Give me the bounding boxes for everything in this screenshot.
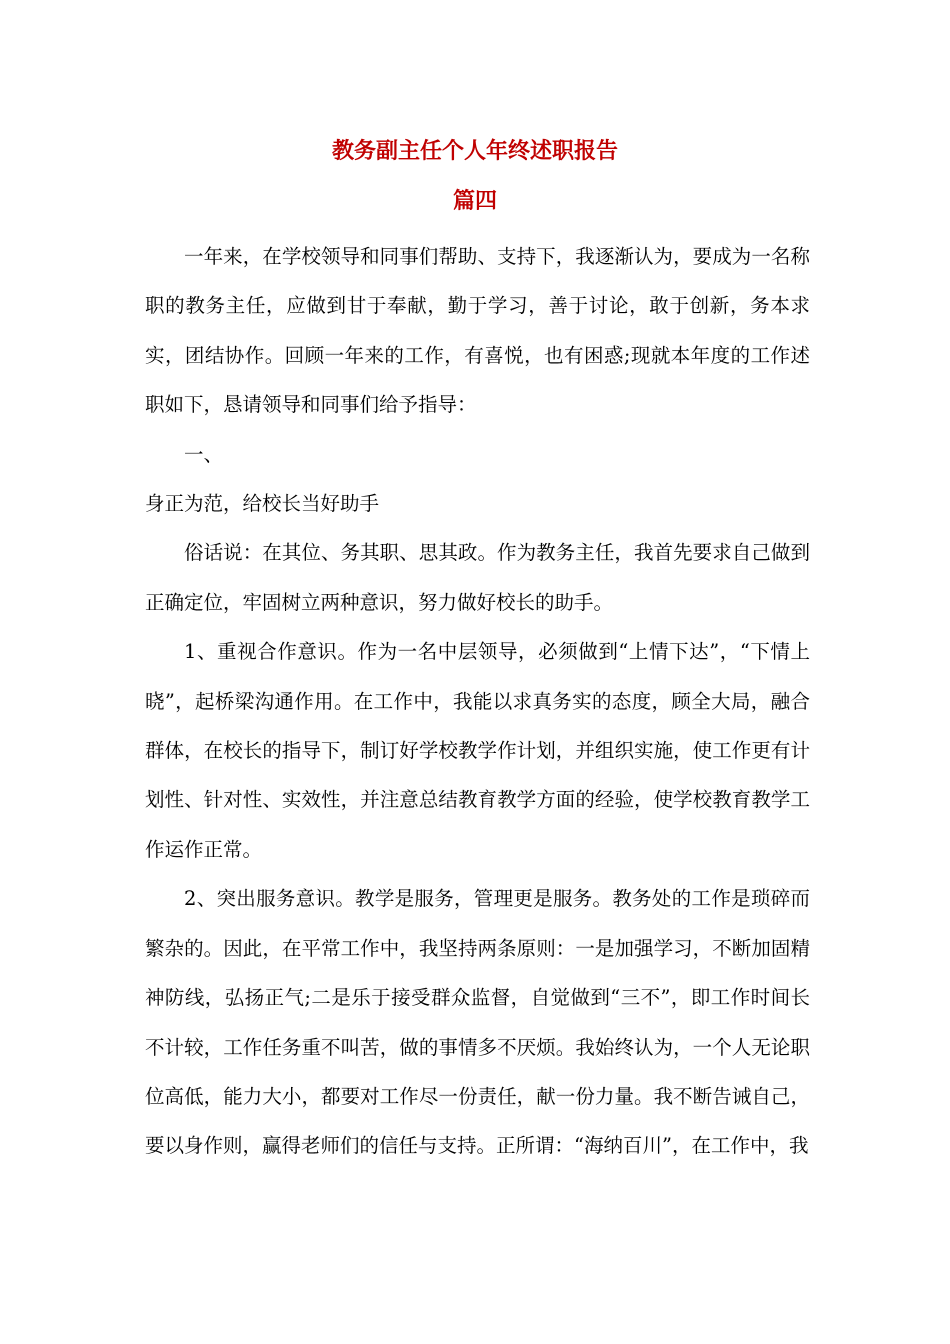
section-heading: 身正为范，给校长当好助手: [145, 492, 380, 516]
document-body: [145, 232, 810, 1171]
document-subtitle: 篇四: [452, 188, 497, 214]
document-title: 教务副主任个人年终述职报告: [331, 138, 618, 164]
paragraph-point-2: 2、突出服务意识。教学是服务，管理更是服务。教务处的工作是琐碎而繁杂的。因此，在平常工作中，我坚持两条原则：一是加强学习，不断加固精神防线，弘扬正气;二是乐于接受群众监督，自觉做到“三不”，即工作时间长不计较，工作任务重不叫苦，做的事情多不厌烦。我始终认为，一个人无论职位高低，能力大小，都要对工作尽一份责任，献一份力量。我不断告诫自己，要以身作则，赢得老师们的信任与支持。正所谓：“海纳百川”，在工作中，我: [145, 887, 810, 1158]
section-number: 一、: [184, 442, 224, 466]
paragraph-intro: 一年来，在学校领导和同事们帮助、支持下，我逐渐认为，要成为一名称职的教务主任，应做到甘于奉献，勤于学习，善于讨论，敢于创新，务本求实，团结协作。回顾一年来的工作，有喜悦，也有困惑;现就本年度的工作述职如下，恳请领导和同事们给予指导：: [145, 245, 810, 417]
paragraph-point-1: 1、重视合作意识。作为一名中层领导，必须做到“上情下达”，“下情上晓”，起桥梁沟通作用。在工作中，我能以求真务实的态度，顾全大局，融合群体，在校长的指导下，制订好学校教学作计划，并组织实施，使工作更有计划性、针对性、实效性，并注意总结教育教学方面的经验，使学校教育教学工作运作正常。: [145, 640, 810, 861]
paragraph-saying: 俗话说：在其位、务其职、思其政。作为教务主任，我首先要求自己做到正确定位，牢固树立两种意识，努力做好校长的助手。: [145, 541, 810, 614]
